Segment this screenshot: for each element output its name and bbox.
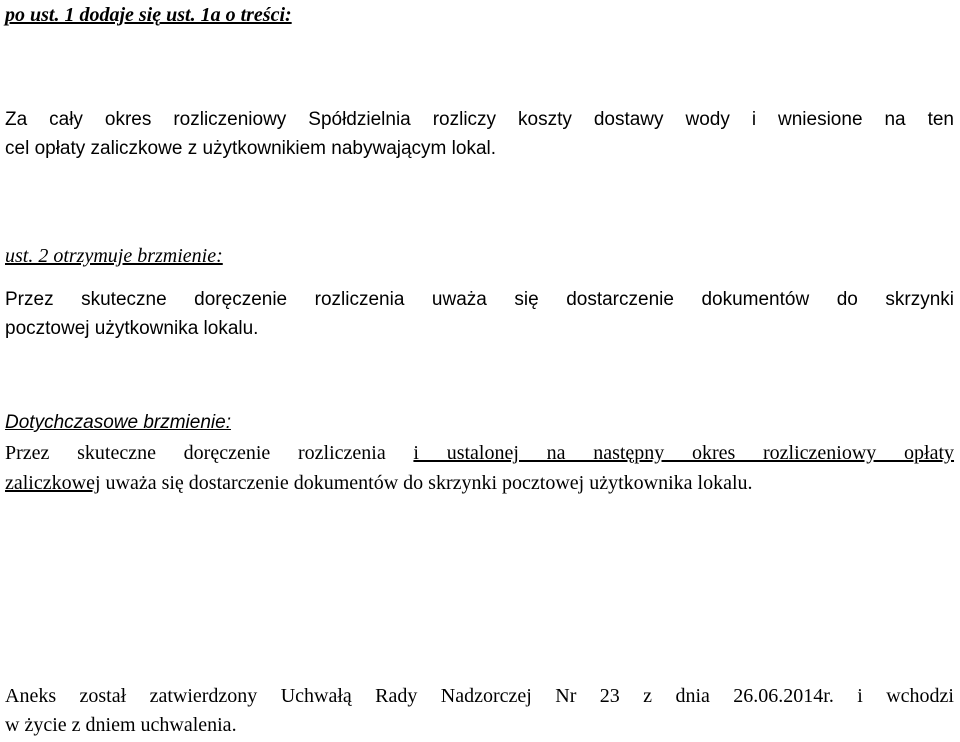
amendment-1-line-1: Za cały okres rozliczeniowy Spółdzielnia rozliczy koszty dostawy wody i wniesione na ten <box>5 109 954 130</box>
amendment-2-heading: ust. 2 otrzymuje brzmienie: <box>5 245 223 267</box>
amendment-1-heading: po ust. 1 dodaje się ust. 1a o treści: <box>5 4 292 26</box>
amendment-2-line-1: Przez skuteczne doręczenie rozliczenia uważa się dostarczenie dokumentów do skrzynki <box>5 289 954 310</box>
amendment-2-line-2: pocztowej użytkownika lokalu. <box>5 318 259 339</box>
previous-wording-heading: Dotychczasowe brzmienie: <box>5 412 231 433</box>
closing-line-2: w życie z dniem uchwalenia. <box>5 714 237 736</box>
amendment-1-line-2: cel opłaty zaliczkowe z użytkownikiem nabywającym lokal. <box>5 138 497 159</box>
previous-wording-text: Przez skuteczne doręczenie rozliczenia <box>5 442 414 464</box>
closing-line-1: Aneks został zatwierdzony Uchwałą Rady Nadzorczej Nr 23 z dnia 26.06.2014r. i wchodzi <box>5 685 954 707</box>
previous-wording-line-1 <box>5 441 954 465</box>
previous-wording-line-2 <box>5 471 753 495</box>
previous-wording-rest: uważa się dostarczenie dokumentów do skrzynki pocztowej użytkownika lokalu. <box>100 472 753 494</box>
previous-wording-underlined-text: i ustalonej na następny okres rozliczeniowy opłaty <box>413 442 955 464</box>
previous-wording-underlined-word: zaliczkowej <box>5 472 101 494</box>
